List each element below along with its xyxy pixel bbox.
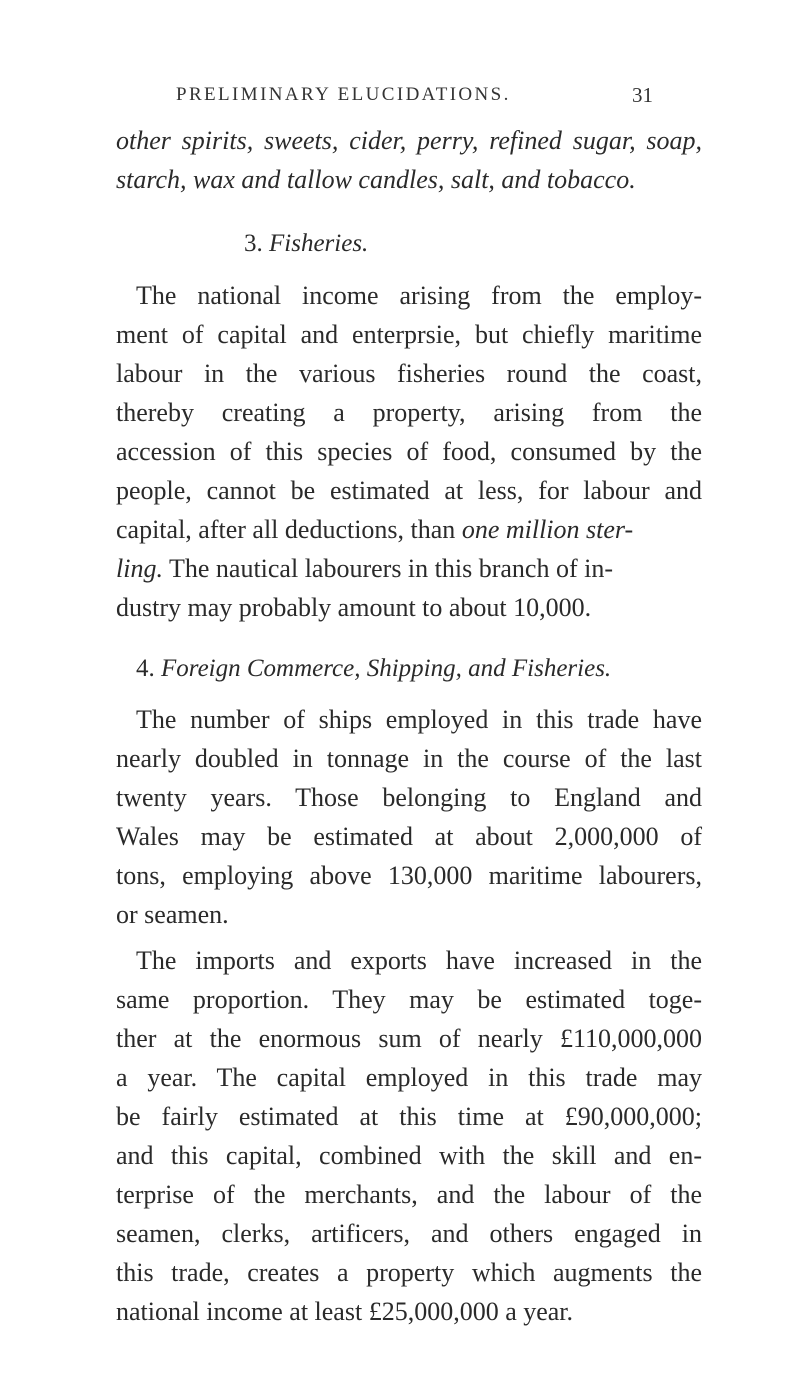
text-line: seamen, clerks, artificers, and others engaged in <box>116 1219 702 1248</box>
text-line <box>116 552 702 586</box>
text-span: capital, after all deductions, than <box>116 515 456 544</box>
text-line: terprise of the merchants, and the labour of the <box>116 1180 702 1209</box>
running-head <box>0 84 800 114</box>
emphasis-text: one million ster- <box>461 515 634 544</box>
text-line: other spirits, sweets, cider, perry, refined sugar, soap, <box>116 126 702 155</box>
section-heading-foreign-commerce <box>136 652 611 686</box>
section-heading-fisheries <box>244 227 368 261</box>
section-title: Fisheries. <box>269 230 369 257</box>
text-line: and this capital, combined with the skill and en- <box>116 1141 702 1170</box>
text-line: same proportion. They may be estimated toge- <box>116 985 702 1014</box>
section-title: Foreign Commerce, Shipping, and Fisheries. <box>161 655 612 682</box>
text-line: The national income arising from the employ- <box>136 281 702 310</box>
section-number: 3. <box>244 230 263 257</box>
text-line: be fairly estimated at this time at £90,000,000; <box>116 1102 702 1131</box>
text-line: Wales may be estimated at about 2,000,000 of <box>116 822 702 851</box>
text-line: or seamen. <box>116 900 229 929</box>
text-line: dustry may probably amount to about 10,000. <box>116 593 592 622</box>
text-line: starch, wax and tallow candles, salt, and tobacco. <box>116 165 636 194</box>
text-line: ment of capital and enterprsie, but chiefly maritime <box>116 320 702 349</box>
text-line: The imports and exports have increased in the <box>136 946 702 975</box>
text-line: tons, employing above 130,000 maritime labourers, <box>116 861 702 890</box>
text-line: twenty years. Those belonging to England and <box>116 783 702 812</box>
text-line <box>116 513 702 547</box>
text-line: ther at the enormous sum of nearly £110,000,000 <box>116 1024 702 1053</box>
text-line: this trade, creates a property which augments the <box>116 1258 702 1287</box>
text-span: The nautical labourers in this branch of in- <box>168 554 614 583</box>
text-line: nearly doubled in tonnage in the course of the last <box>116 744 702 773</box>
running-head-title: PRELIMINARY ELUCIDATIONS. <box>176 84 511 105</box>
text-line: The number of ships employed in this trade have <box>136 705 702 734</box>
text-line: thereby creating a property, arising from the <box>116 398 702 427</box>
text-line: accession of this species of food, consumed by the <box>116 437 702 466</box>
section-number: 4. <box>136 655 155 682</box>
text-line: labour in the various fisheries round the coast, <box>116 359 702 388</box>
emphasis-text: ling. <box>116 554 163 583</box>
page-number: 31 <box>632 83 653 107</box>
text-line: national income at least £25,000,000 a year. <box>116 1297 574 1326</box>
text-line: a year. The capital employed in this trade may <box>116 1063 702 1092</box>
text-line: people, cannot be estimated at less, for labour and <box>116 476 702 505</box>
